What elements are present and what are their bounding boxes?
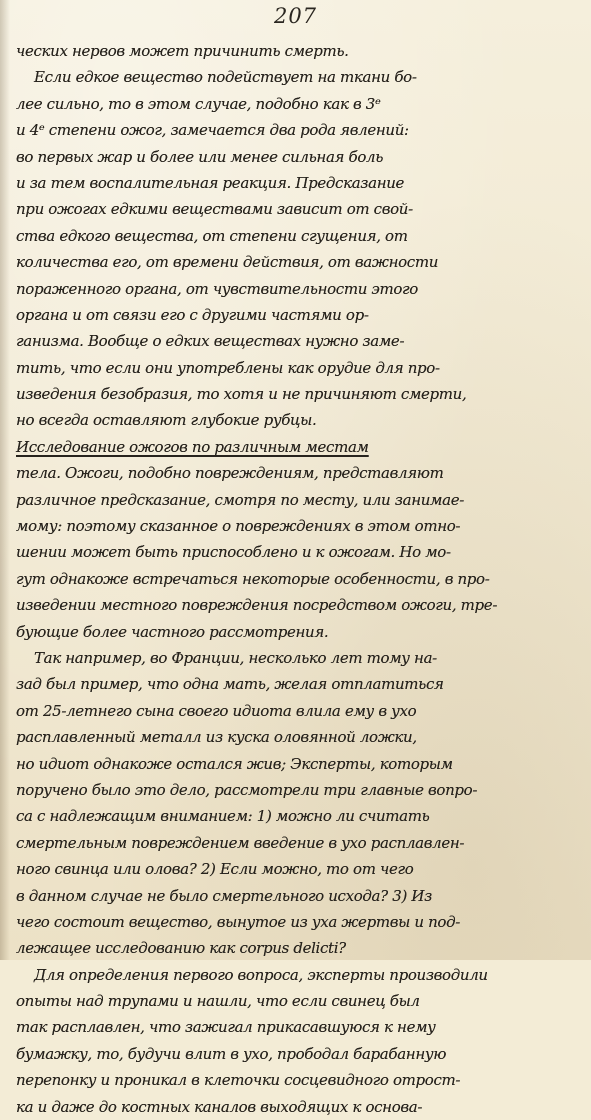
text-line: поручено было это дело, рассмотрели три главные вопро- bbox=[16, 780, 478, 799]
text-line: и 4ᵉ степени ожог, замечается два рода явлений: bbox=[16, 121, 409, 140]
text-line: изведении местного повреждения посредством ожоги, тре- bbox=[16, 596, 498, 615]
text-line: Если едкое вещество подействует на ткани бо- bbox=[34, 68, 417, 87]
text-line: различное предсказание, смотря по месту, или занимае- bbox=[16, 490, 464, 509]
text-line: ства едкого вещества, от степени сгущения, от bbox=[16, 226, 408, 245]
text-line: тела. Ожоги, подобно повреждениям, представляют bbox=[16, 464, 444, 483]
text-line: при ожогах едкими веществами зависит от свой- bbox=[16, 200, 413, 219]
text-line: мому: поэтому сказанное о повреждениях в этом отно- bbox=[16, 517, 461, 536]
text-line: тить, что если они употреблены как орудие для про- bbox=[16, 358, 440, 377]
text-line: ного свинца или олова? 2) Если можно, то от чего bbox=[16, 860, 414, 879]
text-line: количества его, от времени действия, от важности bbox=[16, 253, 439, 272]
text-line: перепонку и проникал в клеточки сосцевидного отрост- bbox=[16, 1071, 461, 1090]
binding-shadow bbox=[0, 0, 10, 960]
text-line: гут однакоже встречаться некоторые особенности, в про- bbox=[16, 569, 490, 588]
text-line: бумажку, то, будучи влит в ухо, прободал барабанную bbox=[16, 1044, 447, 1063]
text-line: лее сильно, то в этом случае, подобно как в 3ᵉ bbox=[16, 94, 381, 113]
handwritten-text-body bbox=[16, 38, 581, 1120]
text-line: пораженного органа, от чувствительности этого bbox=[16, 279, 418, 298]
text-line: ческих нервов может причинить смерть. bbox=[16, 42, 349, 60]
text-line: са с надлежащим вниманием: 1) можно ли считать bbox=[16, 807, 430, 826]
text-line: органа и от связи его с другими частями ор- bbox=[16, 305, 369, 324]
text-line: Для определения первого вопроса, эксперты производили bbox=[34, 965, 488, 984]
text-line: и за тем воспалительная реакция. Предсказание bbox=[16, 173, 405, 192]
text-line: в данном случае не было смертельного исхода? 3) Из bbox=[16, 886, 432, 905]
text-line: зад был пример, что одна мать, желая отплатиться bbox=[16, 675, 444, 694]
text-line: но всегда оставляют глубокие рубцы. bbox=[16, 411, 317, 430]
text-line: от 25-летнего сына своего идиота влила ему в ухо bbox=[16, 701, 417, 720]
text-line: расплавленный металл из куска оловянной ложки, bbox=[16, 728, 417, 747]
text-line: опыты над трупами и нашли, что если свинец был bbox=[16, 992, 420, 1011]
text-line: но идиот однакоже остался жив; Эксперты, которым bbox=[16, 754, 453, 773]
text-line: бующие более частного рассмотрения. bbox=[16, 622, 329, 641]
text-line: чего состоит вещество, вынутое из уха жертвы и под- bbox=[16, 912, 460, 931]
text-line: так расплавлен, что зажигал прикасавшуюся к нему bbox=[16, 1018, 436, 1037]
text-line: Так например, во Франции, несколько лет тому на- bbox=[34, 648, 437, 667]
text-line: шении может быть приспособлено и к ожогам. Но мо- bbox=[16, 543, 451, 562]
text-line: лежащее исследованию как corpus delicti? bbox=[16, 939, 346, 958]
text-line: смертельным повреждением введение в ухо расплавлен- bbox=[16, 833, 465, 852]
text-line: изведения безобразия, то хотя и не причиняют смерти, bbox=[16, 385, 467, 404]
text-line: ка и даже до костных каналов выходящих к основа- bbox=[16, 1097, 423, 1116]
text-line: во первых жар и более или менее сильная боль bbox=[16, 147, 384, 166]
section-heading: Исследование ожогов по различным местам bbox=[16, 437, 369, 456]
text-line: ганизма. Вообще о едких веществах нужно заме- bbox=[16, 332, 405, 351]
page-number: 207 bbox=[273, 4, 318, 28]
